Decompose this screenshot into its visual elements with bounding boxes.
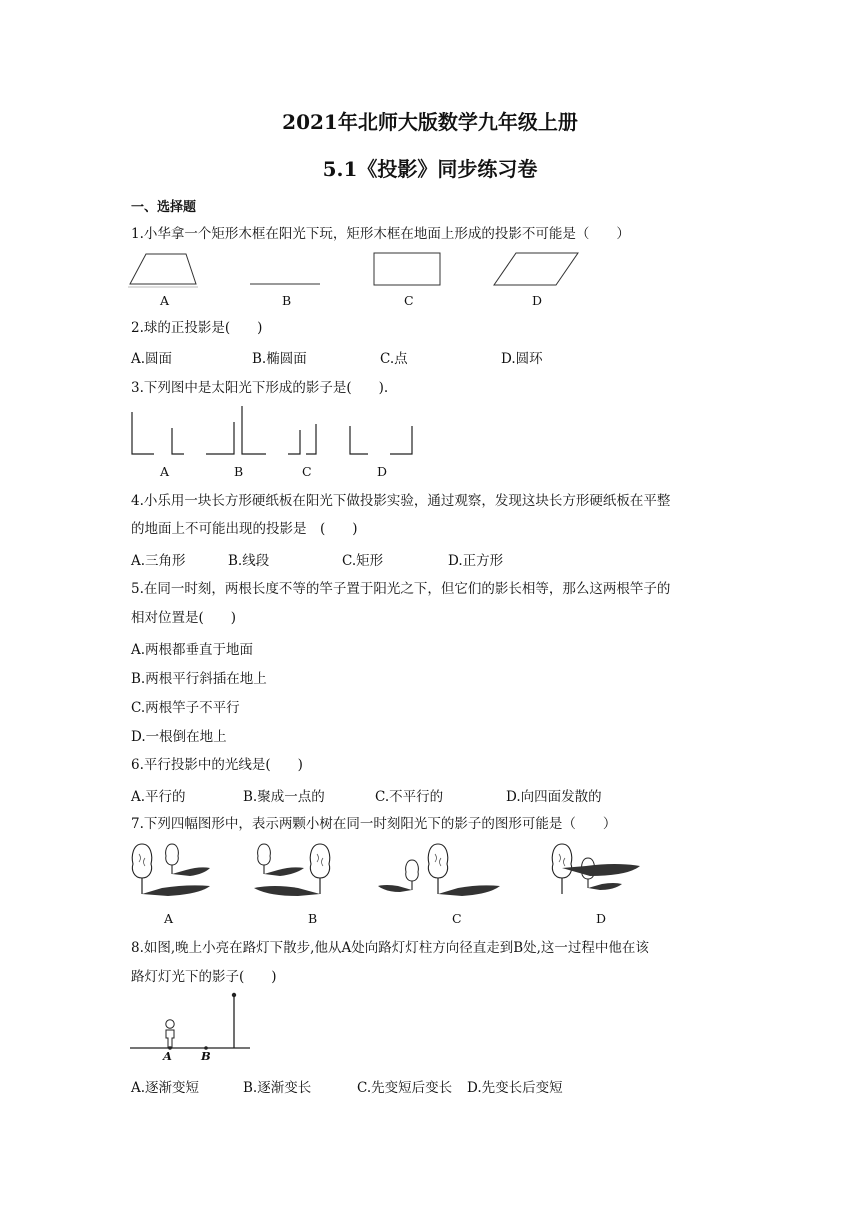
q8-option-c[interactable]: C.先变短后变长 [357, 1080, 453, 1096]
q1-label-a: A [160, 293, 170, 308]
q3-label-d: D [377, 464, 388, 479]
q8-option-a[interactable]: A.逐渐变短 [131, 1080, 200, 1096]
q3-figures [128, 404, 428, 464]
question-3: 3.下列图中是太阳光下形成的影子是( ). [131, 380, 389, 396]
q4-option-b[interactable]: B.线段 [228, 553, 270, 569]
q5-option-a[interactable]: A.两根都垂直于地面 [131, 642, 254, 658]
q7-figures [128, 840, 628, 904]
q5-option-c[interactable]: C.两根竿子不平行 [131, 700, 240, 716]
q3-label-b: B [234, 464, 244, 479]
q8-person-body [166, 1030, 174, 1047]
q2-option-d[interactable]: D.圆环 [501, 351, 543, 367]
q7-label-c: C [452, 911, 462, 926]
q1-label-c: C [404, 293, 414, 308]
question-8-line-1: 8.如图,晚上小亮在路灯下散步,他从A处向路灯灯柱方向径直走到B处,这一过程中他在该 [131, 940, 649, 956]
q6-option-d[interactable]: D.向四面发散的 [506, 789, 602, 805]
q7-label-b: B [308, 911, 318, 926]
q1-rectangle [374, 253, 440, 285]
q8-option-d[interactable]: D.先变长后变短 [467, 1080, 563, 1096]
q2-option-c[interactable]: C.点 [380, 351, 408, 367]
q3-label-c: C [302, 464, 312, 479]
q7-label-a: A [164, 911, 174, 926]
q4-option-d[interactable]: D.正方形 [448, 553, 504, 569]
q6-option-c[interactable]: C.不平行的 [375, 789, 444, 805]
q8-point-a-label: A [163, 1049, 172, 1063]
question-8-line-2: 路灯灯光下的影子( ) [131, 969, 277, 985]
q1-trapezoid [130, 254, 196, 284]
q1-label-d: D [532, 293, 543, 308]
q8-figure [128, 990, 258, 1064]
q3-label-a: A [160, 464, 170, 479]
q2-option-b[interactable]: B.椭圆面 [252, 351, 307, 367]
question-5-line-2: 相对位置是( ) [131, 610, 237, 626]
q1-label-b: B [282, 293, 292, 308]
q8-point-b-label: B [201, 1049, 211, 1063]
q8-person-head [166, 1020, 174, 1028]
q8-option-b[interactable]: B.逐渐变长 [243, 1080, 312, 1096]
q6-option-b[interactable]: B.聚成一点的 [243, 789, 325, 805]
q1-parallelogram [494, 253, 578, 285]
q2-option-a[interactable]: A.圆面 [131, 351, 173, 367]
q8-lamp [232, 993, 236, 997]
q7-label-d: D [596, 911, 607, 926]
question-4-line-1: 4.小乐用一块长方形硬纸板在阳光下做投影实验，通过观察，发现这块长方形硬纸板在平整 [131, 493, 671, 509]
question-6: 6.平行投影中的光线是( ) [131, 757, 303, 773]
q6-option-a[interactable]: A.平行的 [131, 789, 186, 805]
question-2: 2.球的正投影是( ) [131, 320, 263, 336]
question-5-line-1: 5.在同一时刻，两根长度不等的竿子置于阳光之下，但它们的影长相等，那么这两根竿子的 [131, 581, 671, 597]
q4-option-c[interactable]: C.矩形 [342, 553, 384, 569]
section-heading: 一、选择题 [131, 200, 197, 215]
page-title: 2021年北师大版数学九年级上册 [282, 110, 578, 134]
question-4-line-2: 的地面上不可能出现的投影是 ( ) [131, 521, 358, 537]
page-subtitle: 5.1《投影》同步练习卷 [322, 157, 538, 181]
question-1: 1.小华拿一个矩形木框在阳光下玩，矩形木框在地面上形成的投影不可能是（ ） [131, 226, 630, 242]
q1-figures [128, 250, 588, 312]
q5-option-b[interactable]: B.两根平行斜插在地上 [131, 671, 267, 687]
q4-option-a[interactable]: A.三角形 [131, 553, 186, 569]
q5-option-d[interactable]: D.一根倒在地上 [131, 729, 227, 745]
question-7: 7.下列四幅图形中，表示两颗小树在同一时刻阳光下的影子的图形可能是（ ） [131, 816, 617, 832]
